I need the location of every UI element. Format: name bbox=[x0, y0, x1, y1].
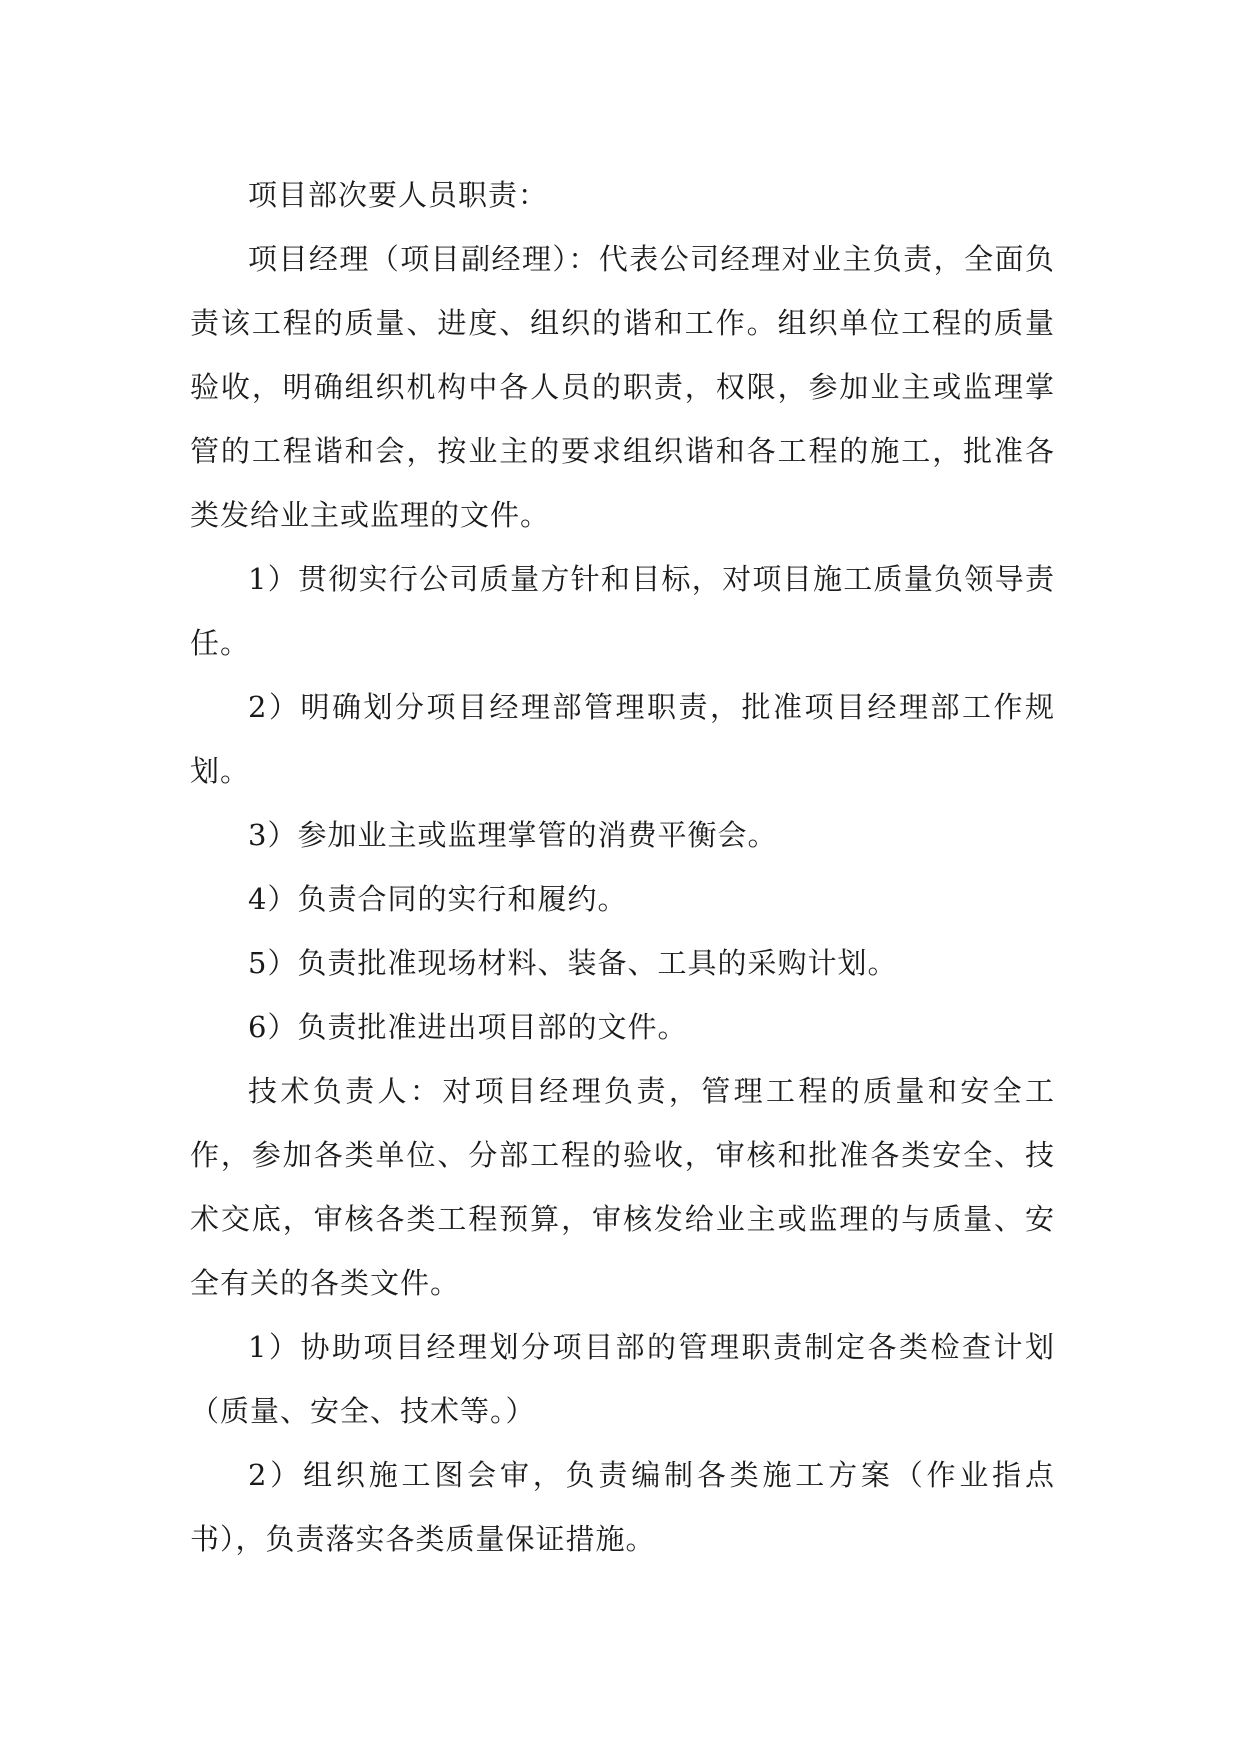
paragraph-technical-lead: 技术负责人：对项目经理负责，管理工程的质量和安全工作，参加各类单位、分部工程的验收，审核和批准各类安全、技术交底，审核各类工程预算，审核发给业主或监理的与质量、安全有关的各类文件。 bbox=[190, 1074, 1055, 1300]
list-item-tl-1: 1）协助项目经理划分项目部的管理职责制定各类检查计划（质量、安全、技术等。） bbox=[190, 1330, 1055, 1428]
list-item-pm-4: 4）负责合同的实行和履约。 bbox=[248, 882, 628, 916]
list-item-pm-3: 3）参加业主或监理掌管的消费平衡会。 bbox=[248, 818, 778, 852]
list-item-tl-2: 2）组织施工图会审，负责编制各类施工方案（作业指点书），负责落实各类质量保证措施。 bbox=[190, 1458, 1055, 1556]
document-body bbox=[190, 163, 1055, 1571]
list-item-pm-6: 6）负责批准进出项目部的文件。 bbox=[248, 1010, 688, 1044]
paragraph-project-manager: 项目经理（项目副经理）：代表公司经理对业主负责，全面负责该工程的质量、进度、组织的谐和工作。组织单位工程的质量验收，明确组织机构中各人员的职责，权限，参加业主或监理掌管的工程谐和会，按业主的要求组织谐和各工程的施工，批准各类发给业主或监理的文件。 bbox=[190, 242, 1055, 532]
list-item-pm-5: 5）负责批准现场材料、装备、工具的采购计划。 bbox=[248, 946, 898, 980]
section-heading: 项目部次要人员职责： bbox=[248, 178, 549, 212]
list-item-pm-1: 1）贯彻实行公司质量方针和目标，对项目施工质量负领导责任。 bbox=[190, 562, 1055, 660]
list-item-pm-2: 2）明确划分项目经理部管理职责，批准项目经理部工作规划。 bbox=[190, 690, 1055, 788]
